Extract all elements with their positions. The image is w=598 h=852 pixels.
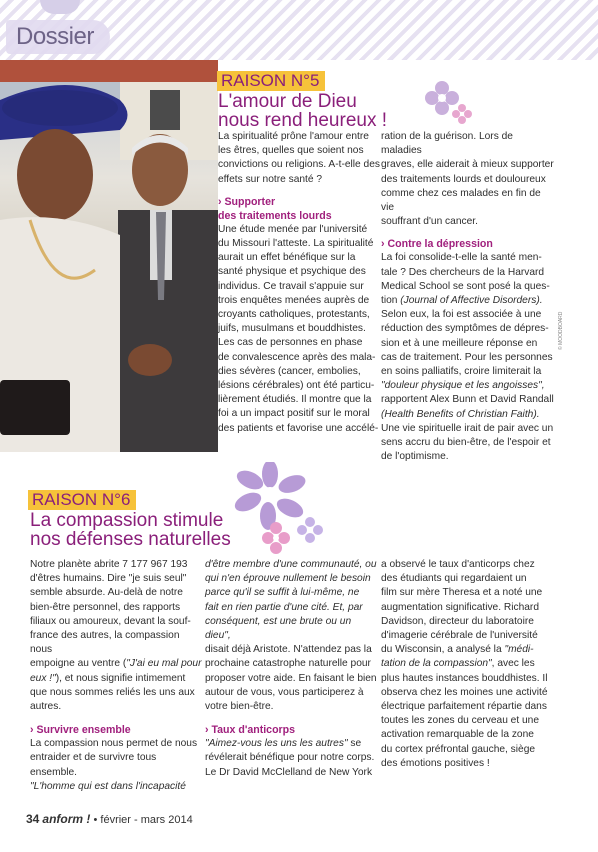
text-line: semble absurde. Au-delà de notre bbox=[30, 587, 183, 599]
magazine-brand: anform ! bbox=[42, 812, 91, 826]
text-line: La foi consolide-t-elle la santé men- bbox=[381, 252, 542, 264]
text-line: disait déjà Aristote. N'attendez pas la bbox=[205, 644, 372, 656]
raison5-subhead-1-line2: des traitements lourds bbox=[218, 209, 332, 222]
text-span: tion bbox=[381, 295, 401, 307]
text-line: La spiritualité prône l'amour entre bbox=[218, 131, 369, 142]
quote-span: "Aimez-vous les uns les autres" bbox=[205, 738, 348, 750]
text-line: prochaine catastrophe naturelle pour bbox=[205, 658, 371, 670]
text-line: film sur mère Theresa et a noté une bbox=[381, 587, 543, 599]
raison6-subhead-1: › Survivre ensemble bbox=[30, 724, 131, 737]
text-line: filiaux ou amoureux, devant la souf- bbox=[30, 615, 191, 627]
flower-decoration-icon bbox=[420, 78, 480, 126]
issue-date: • février - mars 2014 bbox=[93, 814, 193, 826]
raison6-title-line2: nos défenses naturelles bbox=[30, 529, 231, 550]
photo-credit: © MOODBOARD bbox=[558, 311, 564, 350]
quote-span: "médi- bbox=[504, 644, 534, 656]
text-line: tale ? Des chercheurs de la Harvard bbox=[381, 266, 545, 278]
text-line: Une étude menée par l'université bbox=[218, 223, 368, 235]
quote-span: eux !" bbox=[30, 672, 56, 684]
text-line bbox=[381, 657, 561, 671]
quote-line: conséquent, est une brute ou un dieu", bbox=[205, 615, 352, 642]
text-line: proposer votre aide. En faisant le bien bbox=[205, 672, 377, 684]
raison5-title-line2: nous rend heureux ! bbox=[218, 110, 388, 131]
text-line bbox=[30, 672, 202, 686]
section-tag: Dossier bbox=[6, 20, 110, 54]
text-line: de l'optimisme. bbox=[381, 451, 449, 463]
text-line: réduction des symptômes de dépres- bbox=[381, 323, 549, 335]
quote-line: parce qu'il se suffit à lui-même, ne bbox=[205, 587, 360, 599]
book-citation: (Health Benefits of Christian Faith). bbox=[381, 408, 540, 420]
text-line: Davidson, directeur du laboratoire bbox=[381, 615, 534, 627]
text-line bbox=[30, 657, 202, 671]
text-line: Une vie spirituelle irait de pair avec un bbox=[381, 422, 554, 434]
raison5-subhead-1-line1: › Supporter bbox=[218, 195, 276, 208]
quote-line: qui n'en éprouve nullement le besoin bbox=[205, 573, 371, 585]
text-line: sion et à une meilleure réponse en bbox=[381, 337, 538, 349]
text-line: de convalescence après des mala- bbox=[218, 351, 376, 363]
raison5-column-1 bbox=[218, 130, 388, 436]
text-line: graves, elle aiderait à mieux supporter bbox=[381, 159, 554, 171]
quote-line: "douleur physique et les angoisses", bbox=[381, 380, 545, 392]
raison5-label: RAISON N°5 bbox=[217, 71, 325, 91]
text-line: rapportent Alex Bunn et David Randall bbox=[381, 394, 554, 406]
page-number: 34 bbox=[26, 812, 40, 826]
flower-cluster-icon bbox=[232, 462, 332, 557]
text-line bbox=[381, 643, 561, 657]
text-line: autour de vous, vous participerez à bbox=[205, 686, 364, 698]
text-line: que nous sommes reliés les uns aux bbox=[30, 686, 195, 698]
text-line: france des autres, la compassion nous bbox=[30, 630, 180, 656]
text-line: effets sur notre santé ? bbox=[218, 173, 323, 185]
text-line: plus hautes instances bouddhistes. Il bbox=[381, 672, 548, 684]
text-line: Medical School se sont posé la ques- bbox=[381, 280, 550, 292]
quote-span: "J'ai eu mal pour bbox=[126, 658, 202, 670]
text-span: empoigne au ventre ( bbox=[30, 658, 127, 670]
text-line: toutes les zones du cerveau et une bbox=[381, 715, 540, 727]
raison6-subhead-2: › Taux d'anticorps bbox=[205, 724, 296, 737]
text-line: autres. bbox=[30, 701, 62, 713]
raison6-title-line1: La compassion stimule bbox=[30, 510, 224, 531]
text-line: convictions ou religions. A-t-elle des bbox=[218, 159, 380, 171]
quote-line: "L'homme qui est dans l'incapacité bbox=[30, 780, 186, 792]
text-line bbox=[381, 294, 556, 308]
text-line: ration de la guérison. Lors de maladies bbox=[381, 131, 513, 157]
text-line: souffrant d'un cancer. bbox=[381, 216, 478, 228]
text-line: des patients et favorise une accélé- bbox=[218, 422, 379, 434]
raison5-subhead-2: › Contre la dépression bbox=[381, 238, 493, 251]
text-line: d'êtres humains. Dire "je suis seul" bbox=[30, 573, 187, 585]
text-span: ), et nous signifie intimement bbox=[55, 672, 186, 684]
text-line: électrique parfaitement répartie dans bbox=[381, 701, 547, 713]
text-line: dies sévères (cancer, embolies, bbox=[218, 365, 361, 377]
text-span: du Wisconsin, a analysé la bbox=[381, 644, 505, 656]
text-span: , avec les bbox=[491, 658, 535, 670]
text-line: révélerait bénéfique pour notre corps. bbox=[205, 752, 375, 764]
text-line: Notre planète abrite 7 177 967 193 bbox=[30, 559, 188, 570]
text-line: individus. Ce travail s'appuie sur bbox=[218, 280, 364, 292]
text-span: se bbox=[347, 738, 362, 750]
text-line: sens accru du bien-être, de l'espoir et bbox=[381, 437, 551, 449]
raison6-column-2 bbox=[205, 558, 377, 780]
quote-line: d'être membre d'une communauté, ou bbox=[205, 559, 377, 570]
journal-citation: (Journal of Affective Disorders). bbox=[400, 295, 543, 307]
text-line: Le Dr David McClelland de New York bbox=[205, 766, 373, 778]
quote-span: tation de la compassion" bbox=[381, 658, 492, 670]
text-line: observa chez les moines une activité bbox=[381, 686, 548, 698]
text-line: les êtres, quelles que soient nos bbox=[218, 145, 364, 157]
text-line: Les cas de personnes en phase bbox=[218, 337, 363, 349]
text-line: du Missouri l'atteste. La spiritualité bbox=[218, 238, 374, 250]
text-line: trois enquêtes menées auprès de bbox=[218, 294, 370, 306]
raison6-column-1 bbox=[30, 558, 202, 794]
raison6-column-3 bbox=[381, 558, 561, 771]
couple-photo bbox=[0, 60, 218, 452]
text-line: lésions cérébrales) ont été particu- bbox=[218, 380, 375, 392]
text-line: La compassion nous permet de nous bbox=[30, 738, 198, 750]
text-line: des étudiants qui regardaient un bbox=[381, 573, 527, 585]
quote-line: fait en rien partie d'une cité. Et, par bbox=[205, 601, 363, 613]
text-line: lièrement étudiés. Il montre que la bbox=[218, 394, 372, 406]
raison5-title-line1: L'amour de Dieu bbox=[218, 91, 357, 112]
text-line: juifs, musulmans et bouddhistes. bbox=[218, 323, 366, 335]
text-line: cas de traitement. Pour les personnes bbox=[381, 351, 553, 363]
text-line: votre bien-être. bbox=[205, 701, 274, 713]
text-line: Selon eux, la foi est associée à une bbox=[381, 309, 542, 321]
text-line: d'imagerie cérébrale de l'université bbox=[381, 630, 538, 642]
raison6-label: RAISON N°6 bbox=[28, 490, 136, 510]
text-line: du cortex préfrontal gauche, siège bbox=[381, 743, 536, 755]
text-line: augmentation significative. Richard bbox=[381, 601, 539, 613]
text-line: foi a un impact positif sur le moral bbox=[218, 408, 370, 420]
text-line: des émotions positives ! bbox=[381, 757, 490, 769]
text-line: croyants catholiques, protestants, bbox=[218, 309, 370, 321]
page-footer bbox=[26, 812, 193, 826]
text-line: en soins palliatifs, croire limiterait la bbox=[381, 366, 542, 378]
text-line: aurait un effet bénéfique sur la bbox=[218, 252, 356, 264]
text-line: bien-être personnel, des rapports bbox=[30, 601, 181, 613]
text-line: des traitements lourds et douloureux bbox=[381, 173, 546, 185]
text-line: santé physique et psychique des bbox=[218, 266, 366, 278]
text-line bbox=[205, 737, 377, 751]
text-line: entraider et de survivre tous ensemble. bbox=[30, 752, 157, 778]
text-line: comme chez ces malades en fin de vie bbox=[381, 187, 541, 214]
text-line: a observé le taux d'anticorps chez bbox=[381, 559, 535, 570]
raison5-column-2 bbox=[381, 130, 556, 464]
text-line: activation remarquable de la zone bbox=[381, 729, 534, 741]
